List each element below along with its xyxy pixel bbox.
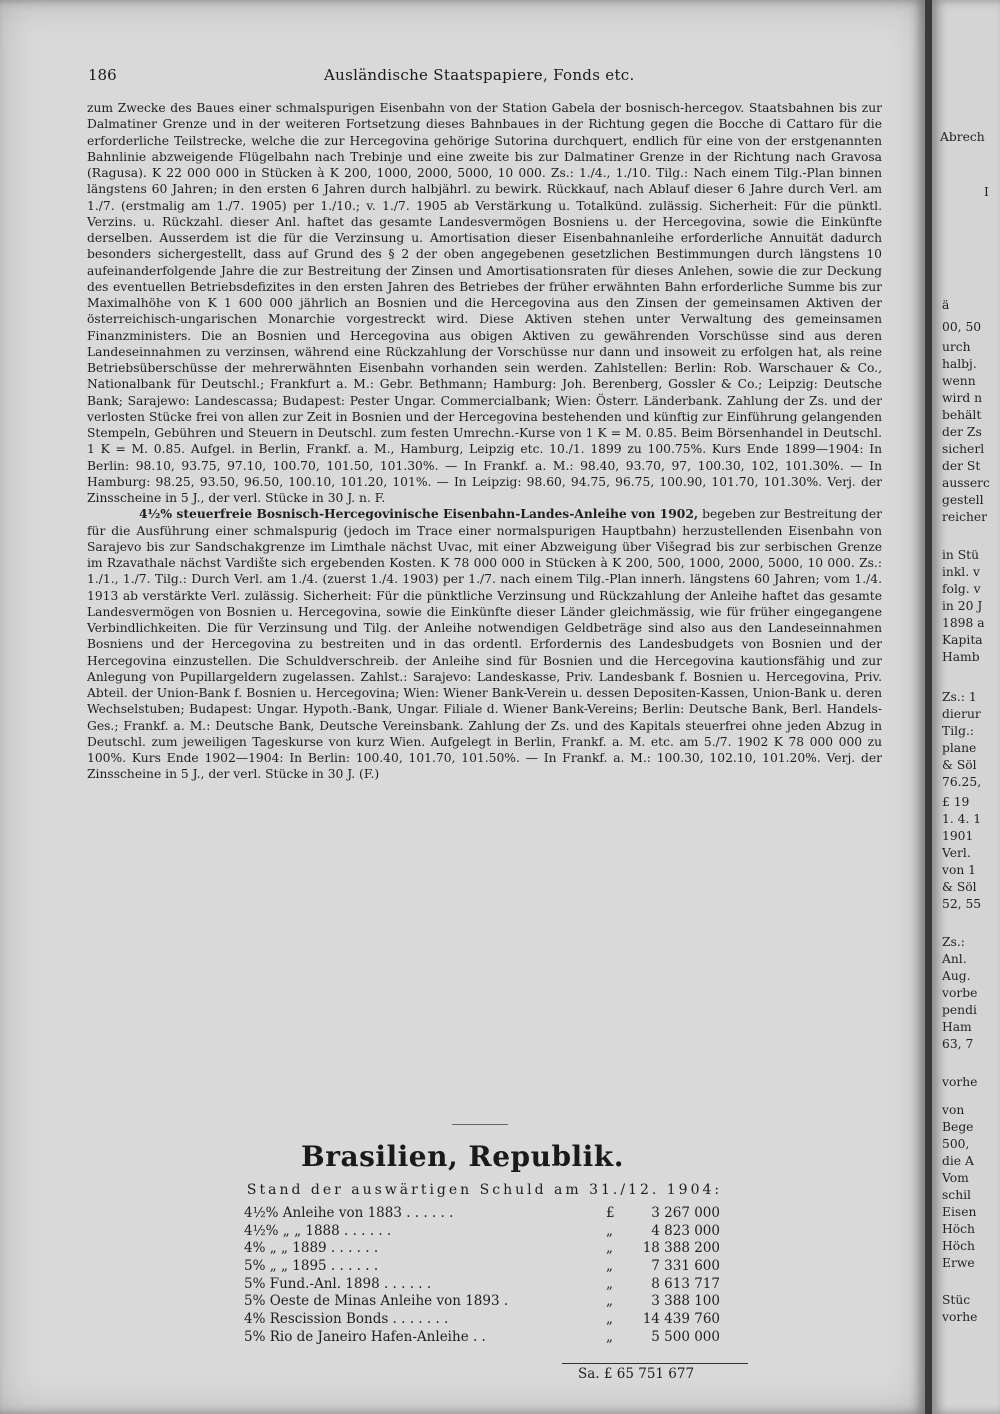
adjacent-page-fragment: der Zs xyxy=(942,425,982,439)
adjacent-page-fragment: wenn xyxy=(942,374,976,388)
adjacent-page-fragment: Zs.: xyxy=(942,935,965,949)
adjacent-page-fragment: Stüc xyxy=(942,1293,971,1307)
adjacent-page-fragment: Kapita xyxy=(942,633,983,647)
adjacent-page-fragment: Erwe xyxy=(942,1256,975,1270)
row-label: 4½% Anleihe von 1883 . . . . . . xyxy=(244,1205,454,1221)
adjacent-page-fragment: sicherl xyxy=(942,442,985,456)
adjacent-page-edge xyxy=(932,0,1000,1414)
adjacent-page-fragment: halbj. xyxy=(942,357,977,371)
adjacent-page-fragment: Bege xyxy=(942,1120,974,1134)
adjacent-page-fragment: Ham xyxy=(942,1020,972,1034)
table-row xyxy=(244,1223,754,1241)
adjacent-page-fragment: pendi xyxy=(942,1003,977,1017)
sum-label: Sa. xyxy=(578,1366,600,1382)
row-label: 5% Oeste de Minas Anleihe von 1893 . xyxy=(244,1293,509,1310)
adjacent-page-fragment: in 20 J xyxy=(942,599,983,613)
running-header xyxy=(88,66,880,88)
row-label: 4% Rescission Bonds . . . . . . . xyxy=(244,1311,449,1328)
section-title: Brasilien, Republik. xyxy=(301,1140,624,1173)
adjacent-page-fragment: Eisen xyxy=(942,1205,977,1219)
paragraph-railway-loan-1899: zum Zwecke des Baues einer schmalspurigen Eisenbahn von der Station Gabela der bosnisch-hercegov. Staatsbahnen bis zur Dalmatiner Grenze und in der weiteren Fortsetzung dieses Bahnbaues in der Richtung gegen die Bocche di Cattaro für die erforderliche Teilstrecke, welche die zur Hercegovina gehörige Sutorina durchquert, endlich für eine von der erstgenannten Bahnlinie abzweigende Flügelbahn nach Trebinje und eine zweite bis zur Dalmatiner Grenze in der Richtung nach Gravosa (Ragusa). K 22 000 000 in Stücken à K 200, 1000, 2000, 5000, 10 000. Zs.: 1./4., 1./10. Tilg.: Nach einem Tilg.-Plan binnen längstens 60 Jahren; in den ersten 6 Jahren durch halbjährl. zu bewirk. Rückkauf, nach Ablauf dieser 6 Jahre durch Verl. am 1./7. (erstmalig am 1./7. 1905) per 1./10.; v. 1./7. 1905 ab Verstärkung u. Totalkünd. zulässig. Sicherheit: Für die pünktl. Verzins. u. Rückzahl. dieser Anl. haftet das gesamte Landesvermögen Bosniens u. der Hercegovina, sowie die Einkünfte derselben. Ausserdem ist die für die Verzinsung u. Amortisation dieser Eisenbahnanleihe erforderliche Annuität dadurch besonders sichergestellt, dass auf Grund des § 2 der oben angegebenen gesetzlichen Bestimmungen durch längstens 10 aufeinanderfolgende Jahre die zur Bestreitung der Zinsen und Amortisationsraten für dieses Anlehen, sowie die zur Deckung des eventuellen Betriebsdefizites in den ersten Jahren des Betriebes der früher erwähnten Bahn erforderliche Summe bis zur Maximalhöhe von K 1 600 000 jährlich an Bosnien und die Hercegovina aus den Zinsen der gemeinsamen Aktiven der österreichisch-ungarischen Monarchie vorgestreckt wird. Diese Aktiven stehen unter Verwaltung des gemeinsamen Finanzministers. Die an Bosnien und Hercegovina aus obigen Aktiven zu gewährenden Vorschüsse sind aus deren Landeseinnahmen zu verzinsen, während eine Rückzahlung der Vorschüsse nur dann und insoweit zu erfolgen hat, als reine Betriebsüberschüsse der mehrerwähnten Eisenbahn vorhanden sein werden. Zahlstellen: Berlin: Rob. Warschauer & Co., Nationalbank für Deutschl.; Frankfurt a. M.: Gebr. Bethmann; Hamburg: Joh. Berenberg, Gossler & Co.; Leipzig: Deutsche Bank; Sarajewo: Landescassa; Budapest: Pester Ungar. Commercialbank; Wien: Österr. Länderbank. Zahlung der Zs. und der verlosten Stücke frei von allen zur Zeit in Bosnien und der Hercegovina bestehenden und künftig zur Einführung gelangenden Stempeln, Gebühren und Steuern in Deutschl. zum festen Umrechn.-Kurse von 1 K = M. 0.85. Beim Börsenhandel in Deutschl. 1 K = M. 0.85. Aufgel. in Berlin, Frankf. a. M., Hamburg, Leipzig etc. 10./1. 1899 zu 100.75%. Kurs Ende 1899—1904: In Berlin: 98.10, 93.75, 97.10, 100.70, 101.50, 101.30%. — In Frankf. a. M.: 98.40, 93.70, 97, 100.30, 102, 101.30%. — In Hamburg: 98.25, 93.50, 96.50, 100.10, 101.20, 101%. — In Leipzig: 98.60, 94.75, 96.75, 100.90, 101.70, 101.30%. Verj. der Zinsscheine in 5 J., der verl. Stücke in 30 J. n. F. xyxy=(87,101,882,505)
running-title: Ausländische Staatspapiere, Fonds etc. xyxy=(324,66,635,84)
row-label: 5% Fund.-Anl. 1898 . . . . . . xyxy=(244,1275,432,1292)
adjacent-page-fragment: behält xyxy=(942,408,982,422)
adjacent-page-fragment: 76.25, xyxy=(942,775,982,789)
adjacent-page-fragment: 1898 a xyxy=(942,616,985,630)
section-separator xyxy=(452,1124,508,1125)
row-currency: „ xyxy=(606,1328,613,1345)
table-row xyxy=(244,1311,754,1329)
adjacent-page-fragment: vorhe xyxy=(942,1310,978,1324)
paragraph-railway-loan-1902 xyxy=(87,506,882,782)
sum-amount: 65 751 677 xyxy=(616,1366,695,1382)
section-subtitle: Stand der auswärtigen Schuld am 31./12. 1904: xyxy=(246,1182,723,1198)
adjacent-page-fragment: 1901 xyxy=(942,829,974,843)
adjacent-page-fragment: von xyxy=(942,1103,965,1117)
adjacent-page-fragment: Hamb xyxy=(942,650,980,664)
row-amount: 8 613 717 xyxy=(651,1275,720,1292)
adjacent-page-fragment: ä xyxy=(942,298,950,312)
row-amount: 4 823 000 xyxy=(651,1222,720,1239)
table-row xyxy=(244,1276,754,1294)
adjacent-page-fragment: Verl. xyxy=(942,846,971,860)
adjacent-page-fragment: der St xyxy=(942,459,981,473)
adjacent-page-fragment: Vom xyxy=(942,1171,969,1185)
adjacent-page-fragment: & Söl xyxy=(942,880,977,894)
adjacent-page-fragment: I xyxy=(984,185,989,199)
debt-table xyxy=(244,1205,754,1347)
adjacent-page-fragment: gestell xyxy=(942,493,984,507)
adjacent-page-fragment: urch xyxy=(942,340,971,354)
sum-row xyxy=(578,1366,694,1382)
row-currency: „ xyxy=(606,1311,613,1328)
adjacent-page-fragment: reicher xyxy=(942,510,988,524)
adjacent-page-fragment: 00, 50 xyxy=(942,320,982,334)
row-amount: 18 388 200 xyxy=(642,1240,720,1257)
loan-1902-heading: 4½% steuerfreie Bosnisch-Hercegovinische Eisenbahn-Landes-Anleihe von 1902, xyxy=(139,506,699,522)
row-label: 4% „ „ 1889 . . . . . . xyxy=(244,1240,379,1257)
adjacent-page-fragment: 63, 7 xyxy=(942,1037,974,1051)
row-amount: 14 439 760 xyxy=(642,1311,720,1328)
table-row xyxy=(244,1293,754,1311)
row-label: 5% Rio de Janeiro Hafen-Anleihe . . xyxy=(244,1328,486,1345)
adjacent-page-fragment: in Stü xyxy=(942,548,980,562)
adjacent-page-fragment: 52, 55 xyxy=(942,897,982,911)
adjacent-page-fragment: schil xyxy=(942,1188,971,1202)
row-currency: „ xyxy=(606,1258,613,1275)
table-row xyxy=(244,1258,754,1276)
adjacent-page-fragment: Anl. xyxy=(942,952,967,966)
adjacent-page-fragment: Zs.: 1 xyxy=(942,690,977,704)
adjacent-page-fragment: 1. 4. 1 xyxy=(942,812,982,826)
adjacent-page-fragment: inkl. v xyxy=(942,565,981,579)
row-label: 5% „ „ 1895 . . . . . . xyxy=(244,1258,379,1275)
adjacent-page-fragment: Abrech xyxy=(940,130,985,144)
sum-rule xyxy=(562,1363,748,1364)
row-currency: „ xyxy=(606,1222,613,1239)
sum-currency: £ xyxy=(603,1366,613,1382)
loan-1902-text: begeben zur Bestreitung der für die Ausführung einer schmalspurig (jedoch im Trace einer normalspurigen Hauptbahn) herzustellenden Eisenbahn von Sarajevo bis zur Sandschakgrenze im Limthale nächst Uvac, mit einer Abzweigung über Višegrad bis zur serbischen Grenze im Rzavathale nächst Vardište sich ergebenden Kosten. K 78 000 000 in Stücken à K 200, 500, 1000, 2000, 5000, 10 000. Zs.: 1./1., 1./7. Tilg.: Durch Verl. am 1./4. (zuerst 1./4. 1903) per 1./7. nach einem Tilg.-Plan innerh. längstens 60 Jahren; vom 1./4. 1913 ab verstärkte Verl. zulässig. Sicherheit: Für die pünktliche Verzinsung und Rückzahlung der Anleihe haftet das gesamte Landesvermögen von Bosnien u. Hercegovina, sowie die Einkünfte dieser Länder gleichmässig, wie für früher eingegangene Verbindlichkeiten. Die für Verzinsung und Tilg. der Anleihe notwendigen Geldbeträge sind also aus den Landeseinnahmen Bosniens und der Hercegovina zu bestreiten und in das ordentl. Erfordernis des Landesbudgets von Bosnien und der Hercegovina einzustellen. Die Schuldverschreib. der Anleihe sind für Bosnien und die Hercegovina kautionsfähig und zur Anlegung von Pupillargeldern zugelassen. Zahlst.: Sarajevo: Landeskasse, Priv. Landesbank f. Bosnien u. Hercegovina, Priv. Abteil. der Union-Bank f. Bosnien u. Hercegovina; Wien: Wiener Bank-Verein u. dessen Depositen-Kassen, Union-Bank u. deren Wechselstuben; Budapest: Ungar. Hypoth.-Bank, Ungar. Filiale d. Wiener Bank-Vereins; Berlin: Deutsche Bank, Berl. Handels-Ges.; Frankf. a. M.: Deutsche Bank, Deutsche Vereinsbank. Zahlung der Zs. und des Kapitals steuerfrei ohne jeden Abzug in Deutschl. zum jeweiligen Tageskurse von kurz Wien. Aufgelegt in Berlin, Frankf. a. M. etc. am 5./7. 1902 K 78 000 000 zu 100%. Kurs Ende 1902—1904: In Berlin: 100.40, 101.70, 101.50%. — In Frankf. a. M.: 100.30, 102.10, 101.20%. Verj. der Zinsscheine in 5 J., der verl. Stücke in 30 J. (F.) xyxy=(87,507,882,782)
adjacent-page-fragment: Höch xyxy=(942,1222,975,1236)
adjacent-page-fragment: Aug. xyxy=(942,969,971,983)
adjacent-page-fragment: & Söl xyxy=(942,758,977,772)
adjacent-page-fragment: Höch xyxy=(942,1239,975,1253)
table-row xyxy=(244,1205,754,1223)
row-amount: 3 388 100 xyxy=(651,1293,720,1310)
adjacent-page-fragment: von 1 xyxy=(942,863,977,877)
body-text xyxy=(87,100,882,783)
adjacent-page-fragment: wird n xyxy=(942,391,983,405)
row-currency: „ xyxy=(606,1240,613,1257)
adjacent-page-fragment: dierur xyxy=(942,707,981,721)
adjacent-page-fragment: ausserc xyxy=(942,476,990,490)
adjacent-page-fragment: die A xyxy=(942,1154,974,1168)
row-amount: 5 500 000 xyxy=(651,1328,720,1345)
table-row xyxy=(244,1240,754,1258)
adjacent-page-fragment: vorhe xyxy=(942,1075,978,1089)
row-label: 4½% „ „ 1888 . . . . . . xyxy=(244,1222,392,1239)
row-currency: „ xyxy=(606,1275,613,1292)
table-row xyxy=(244,1329,754,1347)
page-number: 186 xyxy=(88,66,117,84)
adjacent-page-fragment: plane xyxy=(942,741,977,755)
adjacent-page-fragment: vorbe xyxy=(942,986,978,1000)
adjacent-page-fragment: £ 19 xyxy=(942,795,970,809)
adjacent-page-fragment: folg. v xyxy=(942,582,981,596)
row-amount: 7 331 600 xyxy=(651,1258,720,1275)
adjacent-page-fragment: 500, xyxy=(942,1137,970,1151)
row-amount: 3 267 000 xyxy=(651,1205,720,1221)
row-currency: £ xyxy=(606,1205,615,1221)
book-gutter xyxy=(925,0,932,1414)
adjacent-page-fragment: Tilg.: xyxy=(942,724,974,738)
row-currency: „ xyxy=(606,1293,613,1310)
